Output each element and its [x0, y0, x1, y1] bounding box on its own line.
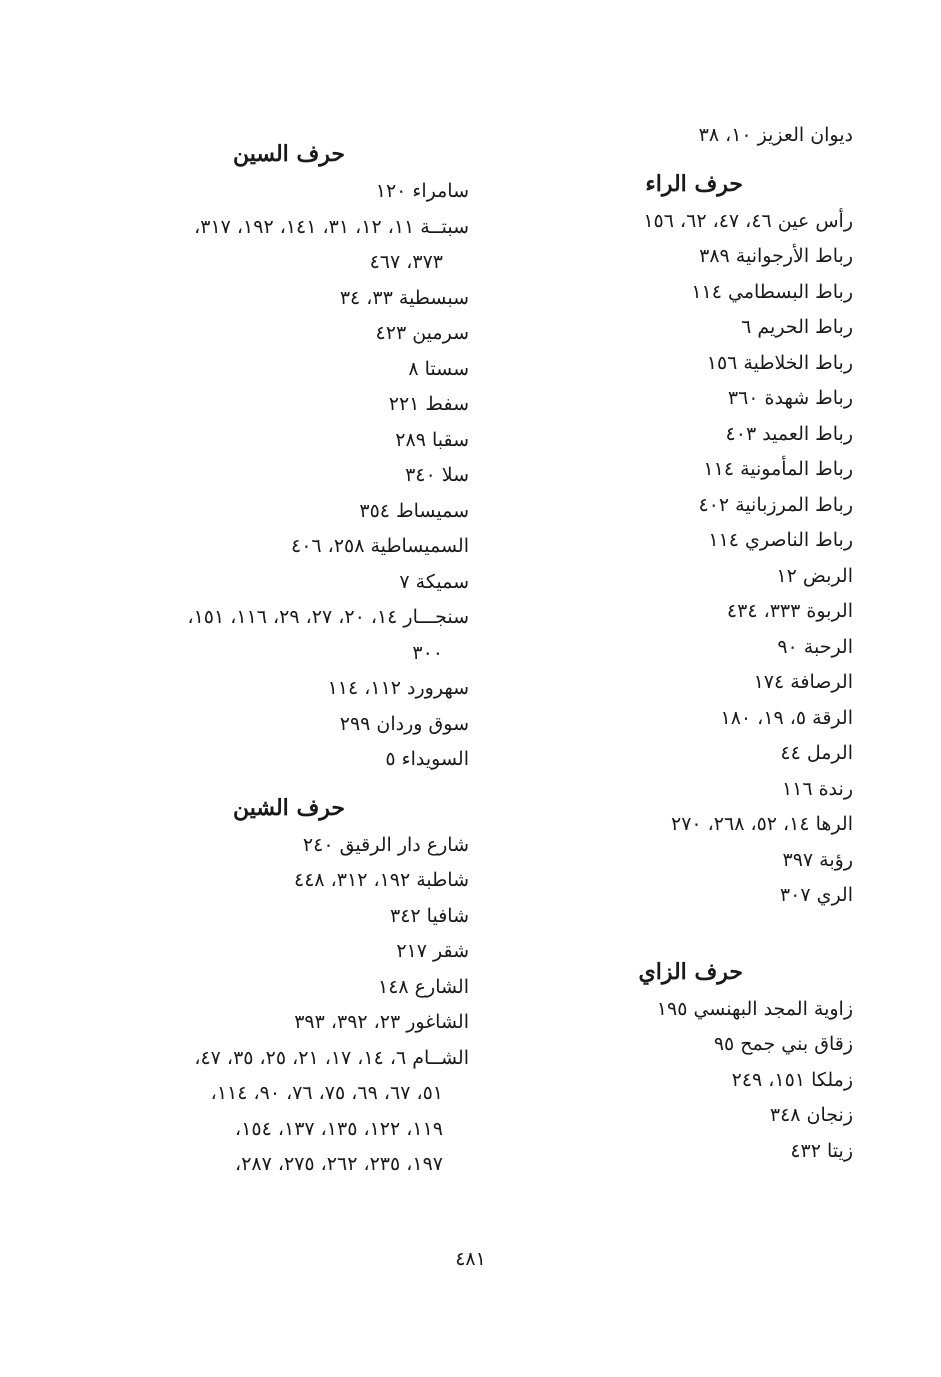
index-entry: زملكا ١٥١، ٢٤٩ [731, 1068, 853, 1091]
index-entry: رباط شهدة ٣٦٠ [727, 387, 853, 409]
index-entry: رباط المرزبانية ٤٠٢ [698, 493, 853, 516]
index-entry: شقر ٢١٧ [396, 940, 469, 962]
index-entry: شاطبة ١٩٢، ٣١٢، ٤٤٨ [293, 869, 469, 891]
index-entry: الرمل ٤٤ [780, 742, 853, 764]
section-heading-zay: حرف الزاي [638, 958, 743, 985]
index-entry: الرحبة ٩٠ [777, 635, 853, 658]
index-entry: رباط الأرجوانية ٣٨٩ [699, 245, 853, 267]
index-entry: السويداء ٥ [385, 748, 469, 770]
index-entry: الرصافة ١٧٤ [753, 671, 853, 693]
index-entry-continuation: ١١٩، ١٢٢، ١٣٥، ١٣٧، ١٥٤، [235, 1117, 443, 1140]
index-entry: شارع دار الرقيق ٢٤٠ [302, 833, 469, 856]
index-entry: الربض ١٢ [776, 564, 853, 587]
section-heading-ra: حرف الراء [645, 170, 743, 197]
shin-entries-list [99, 828, 469, 1183]
index-entry: سستا ٨ [408, 357, 469, 380]
index-entry: سبسطية ٣٣، ٣٤ [339, 286, 469, 309]
index-entry: سميكة ٧ [399, 570, 469, 593]
index-entry: الشارع ١٤٨ [378, 975, 469, 998]
index-entry: رباط الحريم ٦ [741, 316, 853, 338]
index-entry: رباط العميد ٤٠٣ [725, 422, 853, 445]
zay-entries-list [553, 992, 853, 1170]
index-entry: الشــام ٦، ١٤، ١٧، ٢١، ٢٥، ٣٥، ٤٧، [194, 1046, 469, 1069]
page-number: ٤٨١ [455, 1248, 486, 1270]
index-entry: ديوان العزيز ١٠، ٣٨ [698, 124, 853, 146]
index-entry: رؤبة ٣٩٧ [782, 848, 853, 871]
index-entry: الرها ١٤، ٥٢، ٢٦٨، ٢٧٠ [670, 813, 853, 835]
index-entry: رأس عين ٤٦، ٤٧، ٦٢، ١٥٦ [643, 209, 853, 232]
index-entry-continuation: ٥١، ٦٧، ٦٩، ٧٥، ٧٦، ٩٠، ١١٤، [210, 1082, 443, 1104]
index-entry: سقبا ٢٨٩ [395, 428, 469, 451]
section-heading-shin: حرف الشين [232, 794, 345, 821]
index-entry: سامراء ١٢٠ [375, 180, 469, 202]
index-entry: شافيا ٣٤٢ [390, 904, 469, 927]
index-entry: السميساطية ٢٥٨، ٤٠٦ [291, 535, 469, 557]
sin-entries-list [99, 174, 469, 778]
index-entry: الرقة ٥، ١٩، ١٨٠ [720, 706, 853, 729]
index-entry: سفط ٢٢١ [388, 393, 469, 415]
index-entry: سوق وردان ٢٩٩ [339, 712, 469, 735]
index-entry: سلا ٣٤٠ [405, 464, 469, 486]
index-entry: زيتا ٤٣٢ [790, 1139, 853, 1162]
index-entry: سنجـــار ١٤، ٢٠، ٢٧، ٢٩، ١١٦، ١٥١، [187, 606, 469, 628]
index-entry: رباط المأمونية ١١٤ [703, 458, 853, 480]
index-entry: الربوة ٣٣٣، ٤٣٤ [726, 600, 853, 622]
right-column [553, 118, 853, 1169]
index-entry: رباط الخلاطية ١٥٦ [706, 351, 853, 374]
index-entry: الري ٣٠٧ [779, 884, 853, 906]
index-entry: سبتــة ١١، ١٢، ٣١، ١٤١، ١٩٢، ٣١٧، [194, 215, 469, 238]
index-entry: رباط البسطامي ١١٤ [691, 280, 853, 303]
ra-entries-list [553, 204, 853, 914]
index-entry: زاوية المجد البهنسي ١٩٥ [656, 997, 853, 1020]
left-column [99, 118, 469, 1183]
index-entry-continuation: ١٩٧، ٢٣٥، ٢٦٢، ٢٧٥، ٢٨٧، [235, 1153, 443, 1175]
index-entry: زقاق بني جمح ٩٥ [713, 1033, 853, 1055]
index-entry-continuation: ٣٧٣، ٤٦٧ [369, 251, 443, 273]
index-entry: رندة ١١٦ [781, 777, 853, 800]
index-entry: سميساط ٣٥٤ [359, 499, 469, 522]
index-entry: زنجان ٣٤٨ [769, 1104, 853, 1126]
index-entry: رباط الناصري ١١٤ [708, 529, 853, 551]
index-entry: الشاغور ٢٣، ٣٩٢، ٣٩٣ [294, 1011, 469, 1033]
index-entry: سرمين ٤٢٣ [375, 322, 469, 344]
section-heading-sin: حرف السين [232, 141, 345, 167]
index-entry: سهرورد ١١٢، ١١٤ [327, 677, 469, 699]
index-entry-continuation: ٣٠٠ [412, 641, 443, 664]
